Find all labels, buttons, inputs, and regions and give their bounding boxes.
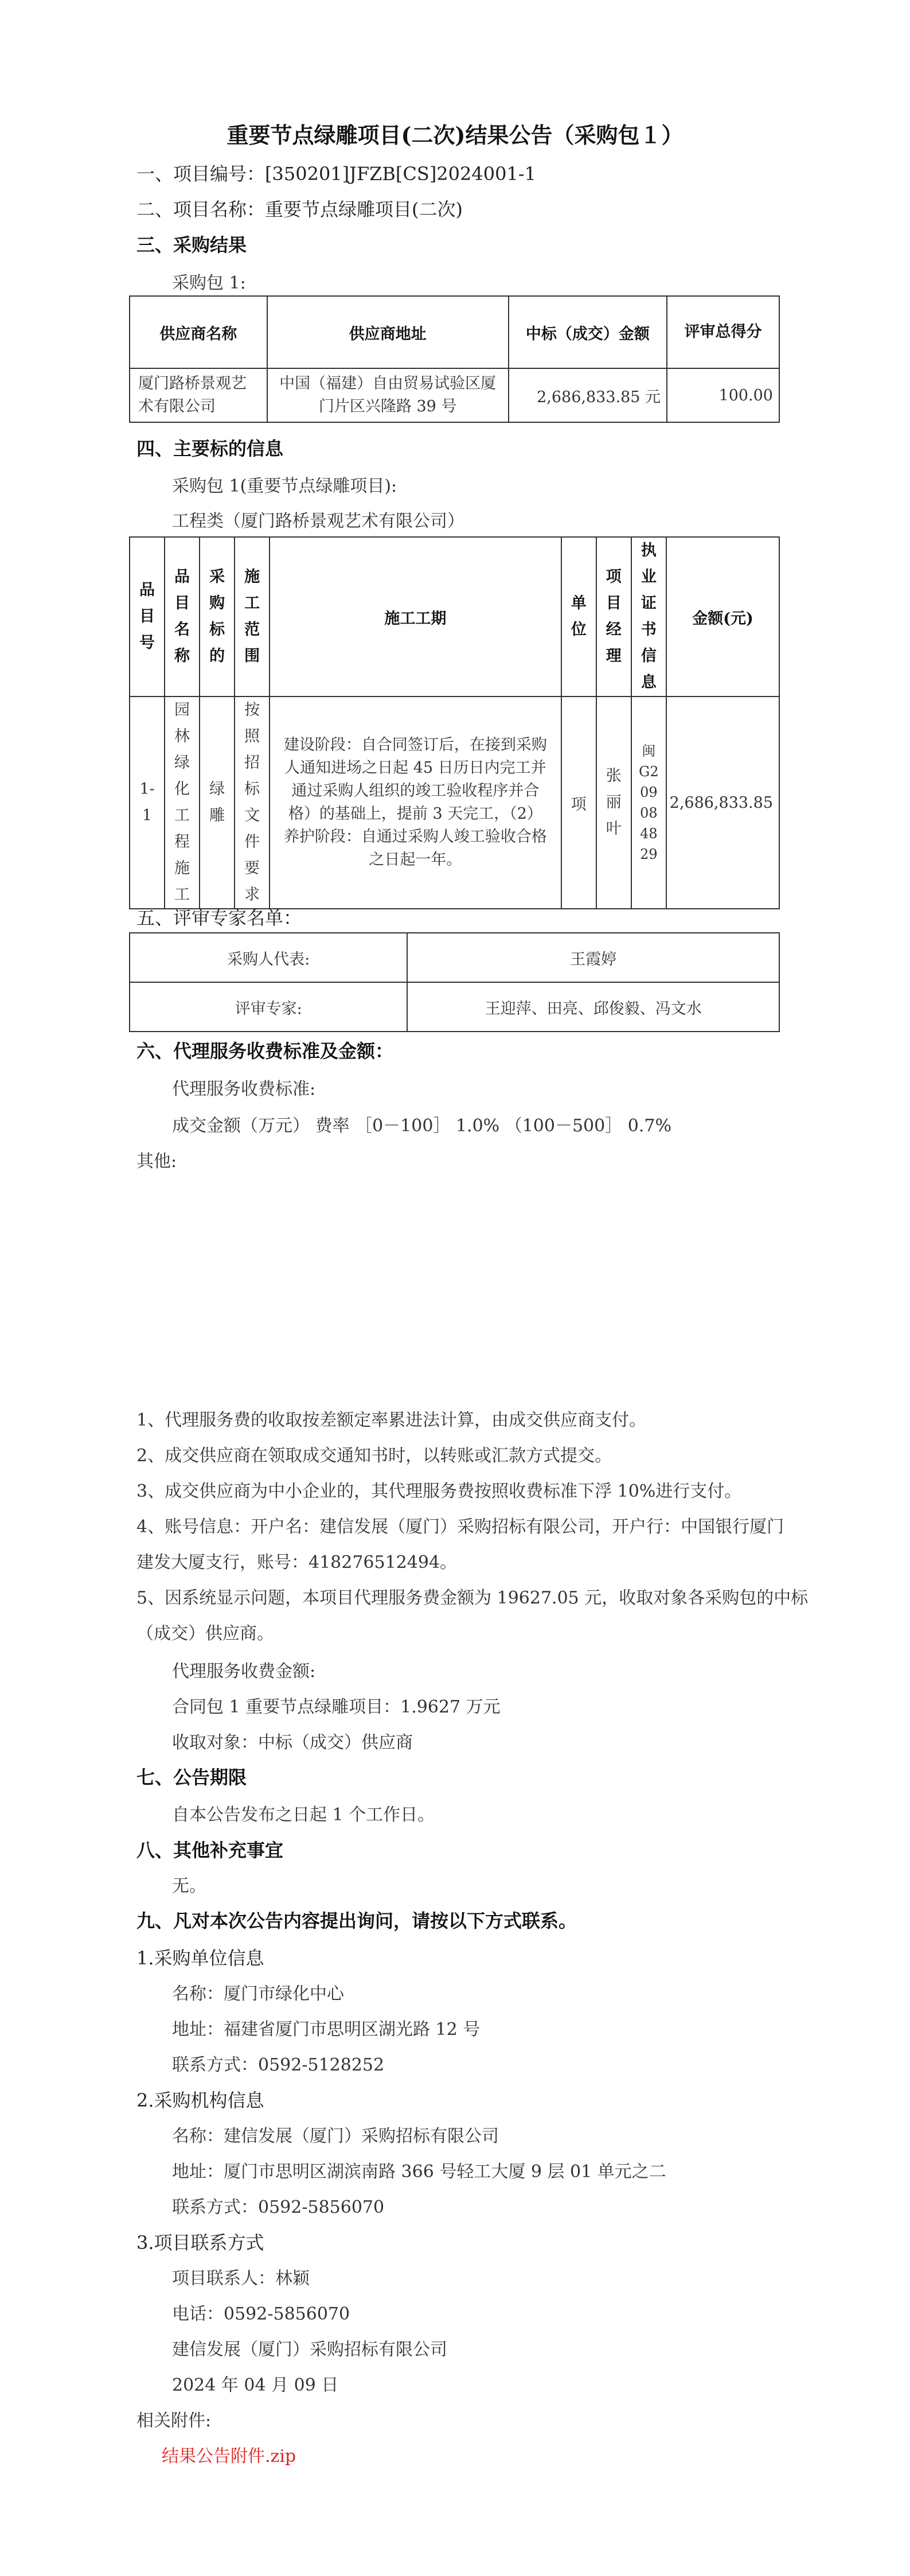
fee-amount-label: 代理服务收费金额:	[172, 1661, 316, 1682]
buyer-name: 名称：厦门市绿化中心	[172, 1984, 344, 2004]
cell-manager-text: 张丽叶	[606, 767, 622, 838]
cell-item-name-text: 园林绿化工程施工	[174, 701, 190, 904]
header-item-name	[165, 537, 200, 696]
header-bid-amount: 中标（成交）金额	[509, 296, 667, 368]
section-5-heading: 五、评审专家名单：	[136, 907, 302, 929]
cell-cert	[631, 696, 666, 909]
attachment-link[interactable]: 结果公告附件.zip	[162, 2446, 296, 2466]
fee-rate-line: 成交金额（万元） 费率 ［0－100］ 1.0% （100－500］ 0.7%	[172, 1116, 671, 1136]
attachment-label: 相关附件:	[136, 2411, 212, 2431]
table-row	[130, 982, 779, 1032]
header-supplier-address: 供应商地址	[267, 296, 509, 368]
category-line: 工程类（厦门路桥景观艺术有限公司）	[172, 511, 464, 531]
header-period: 施工工期	[270, 537, 561, 696]
section-3-heading: 三、采购结果	[136, 234, 247, 256]
package-label: 采购包 1:	[172, 273, 246, 293]
agency-name: 名称：建信发展（厦门）采购招标有限公司	[172, 2126, 499, 2146]
header-manager	[596, 537, 631, 696]
cell-scope	[235, 696, 270, 909]
note-5: 5、因系统显示问题，本项目代理服务费金额为 19627.05 元，收取对象各采购包的中标	[136, 1588, 809, 1608]
issue-date: 2024 年 04 月 09 日	[172, 2375, 339, 2395]
header-scope-text: 施工范围	[244, 568, 260, 665]
note-3: 3、成交供应商为中小企业的，其代理服务费按照收费标准下浮 10%进行支付。	[136, 1481, 742, 1501]
note-1: 1、代理服务费的收取按差额定率累进法计算，由成交供应商支付。	[136, 1410, 647, 1430]
header-amount: 金额(元)	[666, 537, 779, 696]
cell-total-score: 100.00	[667, 368, 779, 422]
project-number-label: 一、项目编号：	[136, 163, 265, 185]
section-4-heading: 四、主要标的信息	[136, 438, 284, 460]
buyer-contact: 联系方式：0592-5128252	[172, 2055, 385, 2075]
header-unit-text: 单位	[571, 594, 587, 639]
cell-supplier-address: 中国（福建）自由贸易试验区厦门片区兴隆路 39 号	[267, 368, 509, 422]
note-2: 2、成交供应商在领取成交通知书时，以转账或汇款方式提交。	[136, 1446, 612, 1466]
cell-item-no-text: 1-1	[139, 780, 155, 824]
cell-unit: 项	[561, 696, 596, 909]
table-row	[130, 933, 779, 982]
cell-supplier-name: 厦门路桥景观艺术有限公司	[130, 368, 267, 422]
buyer-info-heading: 1.采购单位信息	[136, 1947, 264, 1969]
project-name-label: 二、项目名称：	[136, 199, 265, 220]
issuer-name: 建信发展（厦门）采购招标有限公司	[172, 2340, 447, 2360]
cell-subject	[200, 696, 235, 909]
package-line: 采购包 1(重要节点绿雕项目):	[172, 476, 397, 496]
project-name-value: 重要节点绿雕项目(二次)	[265, 199, 463, 220]
page-title: 重要节点绿雕项目(二次)结果公告（采购包１）	[226, 122, 684, 148]
buyer-address: 地址：福建省厦门市思明区湖光路 12 号	[172, 2019, 481, 2040]
cell-period: 建设阶段：自合同签订后，在接到采购人通知进场之日起 45 日历日内完工并通过采购人组织的竣工验收程序并合格）的基础上，提前 3 天完工，（2）养护阶段：自通过采购人竣工验收合格之日起一年。	[270, 696, 561, 909]
cell-experts-value: 王迎萍、田亮、邱俊毅、冯文水	[407, 982, 779, 1032]
table-row	[130, 696, 779, 909]
cell-scope-text: 按照招标文件要求	[244, 701, 260, 904]
subject-table	[129, 536, 780, 909]
cell-experts-label: 评审专家:	[130, 982, 407, 1032]
header-cert	[631, 537, 666, 696]
fee-payer-line: 收取对象：中标（成交）供应商	[172, 1733, 413, 1753]
cell-item-name	[165, 696, 200, 909]
cell-buyer-rep-label: 采购人代表:	[130, 933, 407, 982]
header-item-no	[130, 537, 165, 696]
result-table	[129, 295, 780, 423]
header-scope	[235, 537, 270, 696]
section-7-heading: 七、公告期限	[136, 1766, 247, 1788]
note-5-cont: （成交）供应商。	[136, 1624, 274, 1644]
project-name-line	[136, 195, 463, 221]
cell-subject-text: 绿雕	[209, 780, 225, 824]
subject-table-header-row	[130, 537, 779, 696]
header-item-name-text: 品目名称	[174, 568, 190, 665]
header-cert-text: 执业证书信息	[640, 542, 657, 691]
header-manager-text: 项目经理	[606, 568, 622, 665]
section-6-heading: 六、代理服务收费标准及金额：	[136, 1040, 394, 1062]
section-9-heading: 九、凡对本次公告内容提出询问，请按以下方式联系。	[136, 1910, 577, 1932]
project-number-value: [350201]JFZB[CS]2024001-1	[265, 163, 536, 185]
header-total-score: 评审总得分	[667, 296, 779, 368]
cell-buyer-rep-value: 王霞婷	[407, 933, 779, 982]
project-number-line	[136, 159, 536, 186]
agency-address: 地址：厦门市思明区湖滨南路 366 号轻工大厦 9 层 01 单元之二	[172, 2162, 666, 2182]
table-row	[130, 368, 779, 422]
project-contact-person: 项目联系人：林颖	[172, 2268, 310, 2289]
project-contact-heading: 3.项目联系方式	[136, 2232, 264, 2254]
other-label: 其他:	[136, 1151, 177, 1172]
project-contact-phone: 电话：0592-5856070	[172, 2304, 350, 2324]
expert-table	[129, 932, 780, 1032]
header-subject-text: 采购标的	[209, 568, 225, 665]
cell-manager	[596, 696, 631, 909]
cell-bid-amount: 2,686,833.85 元	[509, 368, 667, 422]
cell-cert-text: 闽G2090848 29	[639, 743, 659, 862]
agency-info-heading: 2.采购机构信息	[136, 2089, 264, 2111]
header-item-no-text: 品目号	[139, 581, 155, 652]
header-subject	[200, 537, 235, 696]
fee-standard-label: 代理服务收费标准:	[172, 1079, 316, 1099]
header-unit	[561, 537, 596, 696]
cell-amount: 2,686,833.85	[666, 696, 779, 909]
note-4: 4、账号信息：开户名：建信发展（厦门）采购招标有限公司，开户行：中国银行厦门	[136, 1517, 784, 1537]
fee-amount-line: 合同包 1 重要节点绿雕项目：1.9627 万元	[172, 1697, 501, 1717]
cell-item-no	[130, 696, 165, 909]
notice-period-text: 自本公告发布之日起 1 个工作日。	[172, 1805, 435, 1825]
note-4-cont: 建发大厦支行，账号：418276512494。	[136, 1552, 458, 1573]
result-table-header-row	[130, 296, 779, 368]
supplement-text: 无。	[172, 1876, 206, 1896]
header-supplier-name: 供应商名称	[130, 296, 267, 368]
agency-contact: 联系方式：0592-5856070	[172, 2197, 385, 2217]
section-8-heading: 八、其他补充事宜	[136, 1839, 284, 1861]
